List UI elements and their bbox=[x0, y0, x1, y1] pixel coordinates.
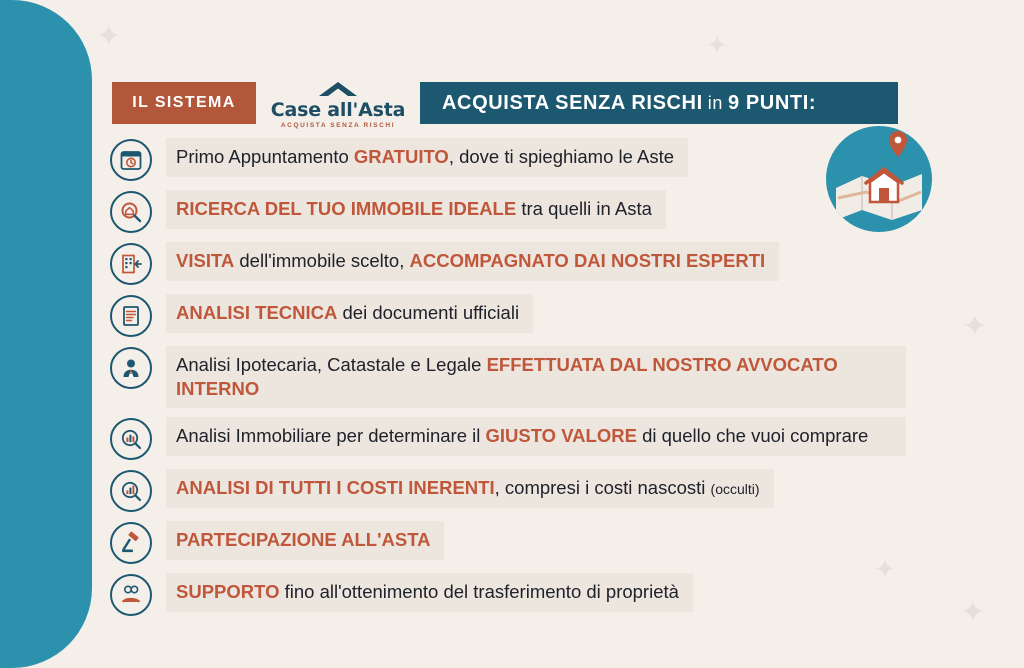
text-part: dei documenti ufficiali bbox=[337, 302, 520, 323]
sparkle-icon: ✦ bbox=[96, 20, 122, 53]
list-item-text bbox=[166, 190, 666, 229]
sparkle-icon: ✦ bbox=[874, 554, 896, 584]
document-technical-icon bbox=[110, 295, 152, 337]
list-item-text bbox=[166, 573, 693, 612]
sparkle-icon: ✦ bbox=[706, 30, 728, 60]
text-part: dell'immobile scelto, bbox=[234, 250, 410, 271]
text-part-highlight: ANALISI TECNICA bbox=[176, 302, 338, 323]
text-part-highlight: GIUSTO VALORE bbox=[485, 425, 637, 447]
list-item-text bbox=[166, 521, 444, 560]
header-band bbox=[112, 82, 898, 129]
text-part: fino all'ottenimento del trasferimento di proprietà bbox=[279, 581, 679, 603]
header-claim bbox=[420, 82, 898, 124]
list-item[interactable] bbox=[110, 138, 910, 181]
sparkle-icon: ✦ bbox=[960, 596, 986, 629]
costs-magnifier-icon bbox=[110, 470, 152, 512]
text-part: Primo Appuntamento bbox=[176, 146, 354, 167]
list-item[interactable] bbox=[110, 469, 910, 512]
list-item-text bbox=[166, 294, 533, 333]
text-part-highlight: PARTECIPAZIONE ALL'ASTA bbox=[176, 529, 431, 551]
text-part-highlight: SUPPORTO bbox=[176, 581, 280, 603]
list-item[interactable] bbox=[110, 521, 910, 564]
text-part: Analisi Immobiliare per determinare il bbox=[176, 425, 486, 447]
list-item[interactable] bbox=[110, 242, 910, 285]
brand-logo bbox=[256, 82, 420, 129]
list-item-text bbox=[166, 242, 779, 281]
list-item[interactable] bbox=[110, 573, 910, 616]
text-part-highlight: GRATUITO bbox=[353, 146, 449, 167]
list-item[interactable] bbox=[110, 190, 910, 233]
text-part: Analisi Ipotecaria, Catastale e Legale bbox=[176, 354, 487, 375]
text-part: , compresi i costi nascosti bbox=[494, 477, 711, 499]
brand-name: Case all'Asta bbox=[270, 98, 406, 121]
points-list bbox=[110, 138, 910, 625]
gavel-icon bbox=[110, 522, 152, 564]
list-item-text bbox=[166, 346, 906, 408]
text-part: , dove ti spieghiamo le Aste bbox=[448, 146, 675, 167]
list-item[interactable] bbox=[110, 294, 910, 337]
text-part-highlight: RICERCA DEL TUO IMMOBILE IDEALE bbox=[176, 198, 517, 219]
magnifier-house-icon bbox=[110, 191, 152, 233]
sparkle-icon: ✦ bbox=[962, 310, 988, 343]
lawyer-icon bbox=[110, 347, 152, 389]
left-teal-panel bbox=[0, 0, 92, 668]
brand-tagline: ACQUISTA SENZA RISCHI bbox=[280, 121, 396, 129]
header-claim-bold-1: ACQUISTA SENZA RISCHI bbox=[442, 91, 703, 114]
text-part-small: (occulti) bbox=[710, 481, 760, 498]
list-item-text bbox=[166, 138, 688, 177]
header-claim-thin: in bbox=[707, 92, 723, 113]
list-item[interactable] bbox=[110, 417, 910, 460]
calendar-clock-icon bbox=[110, 139, 152, 181]
list-item-text bbox=[166, 417, 906, 456]
text-part-highlight: EFFETTUATA DAL NOSTRO AVVOCATO INTERNO bbox=[176, 354, 838, 399]
text-part: tra quelli in Asta bbox=[516, 198, 652, 219]
text-part-highlight: ANALISI DI TUTTI I COSTI INERENTI bbox=[176, 477, 495, 499]
support-hands-icon bbox=[110, 574, 152, 616]
text-part-highlight: ACCOMPAGNATO DAI NOSTRI ESPERTI bbox=[409, 250, 766, 271]
building-visit-icon bbox=[110, 243, 152, 285]
header-system-label: IL SISTEMA bbox=[112, 82, 256, 124]
list-item-text bbox=[166, 469, 774, 508]
text-part-highlight: VISITA bbox=[176, 250, 235, 271]
header-claim-bold-2: 9 PUNTI: bbox=[727, 91, 817, 114]
text-part: di quello che vuoi comprare bbox=[636, 425, 869, 447]
list-item[interactable] bbox=[110, 346, 910, 408]
chart-magnifier-icon bbox=[110, 418, 152, 460]
